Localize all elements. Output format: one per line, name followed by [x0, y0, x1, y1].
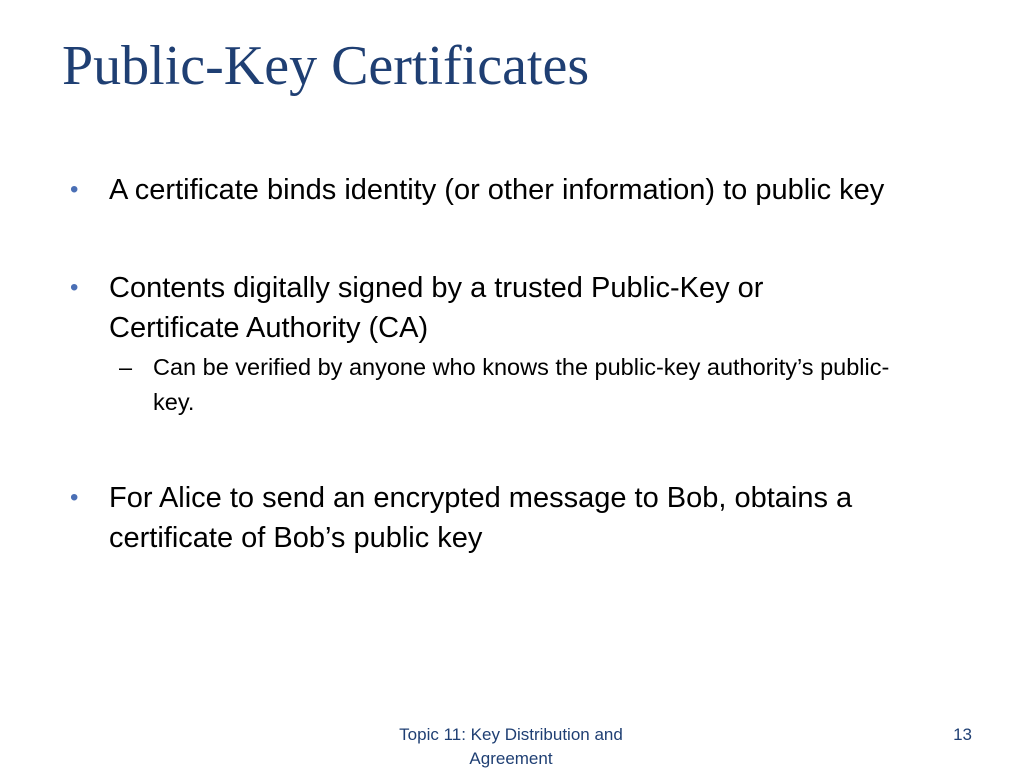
slide-footer: Topic 11: Key Distribution and Agreement: [399, 725, 623, 768]
bullet-item: [70, 478, 900, 558]
sub-bullet-list: [109, 350, 900, 420]
sub-bullet-text: Can be verified by anyone who knows the public-key authority’s public-key.: [153, 354, 890, 415]
bullet-marker: •: [70, 484, 79, 511]
bullet-list: [70, 170, 900, 558]
page-number: 13: [953, 725, 972, 744]
sub-bullet-item: [109, 350, 900, 420]
bullet-text: Contents digitally signed by a trusted Public-Key or Certificate Authority (CA): [109, 272, 764, 344]
bullet-text: For Alice to send an encrypted message to Bob, obtains a certificate of Bob’s public key: [109, 482, 853, 554]
bullet-item: [70, 268, 900, 420]
bullet-text: A certificate binds identity (or other information) to public key: [109, 174, 885, 206]
sub-bullet-marker: –: [119, 354, 133, 380]
bullet-marker: •: [70, 274, 79, 301]
bullet-item: [70, 170, 900, 210]
slide-title: Public-Key Certificates: [62, 35, 590, 97]
bullet-marker: •: [70, 176, 79, 203]
